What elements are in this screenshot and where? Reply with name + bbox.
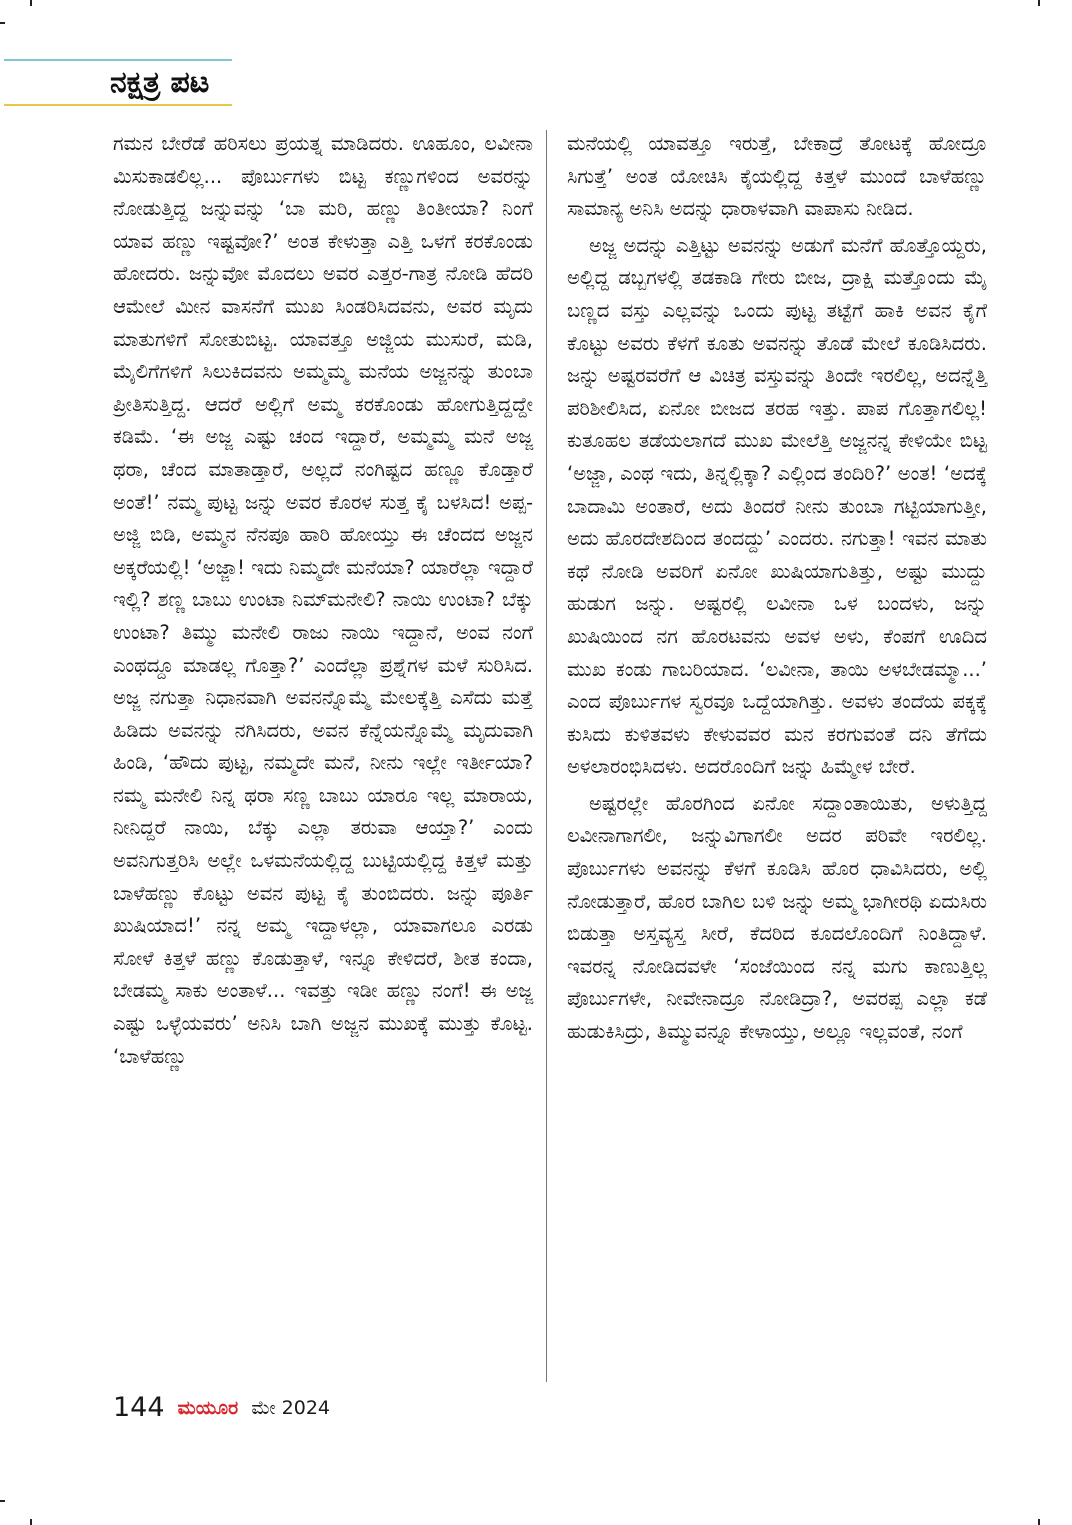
crop-mark-bottom-left	[0, 1500, 5, 1502]
page-number: 144	[113, 1392, 165, 1423]
article-column-left	[113, 128, 533, 1073]
page-footer	[113, 1392, 330, 1426]
section-title: ನಕ್ಷತ್ರ ಪಟ	[110, 65, 210, 100]
paragraph: ಮನೆಯಲ್ಲಿ ಯಾವತ್ತೂ ಇರುತ್ತೆ, ಬೇಕಾದ್ರೆ ತೋಟಕ್ಕೆ ಹೋದ್ರೂ ಸಿಗುತ್ತೆ’ ಅಂತ ಯೋಚಿಸಿ ಕೈಯಲ್ಲಿದ್ದ ಕಿತ್ತಳೆ ಮುಂದೆ ಬಾಳೆಹಣ್ಣು ಸಾಮಾನ್ಯ ಅನಿಸಿ ಅದನ್ನು ಧಾರಾಳವಾಗಿ ವಾಪಾಸು ನೀಡಿದ.	[567, 132, 987, 221]
paragraph: ಅಷ್ಟರಲ್ಲೇ ಹೊರಗಿಂದ ಏನೋ ಸದ್ದಾಂತಾಯಿತು, ಅಳುತ್ತಿದ್ದ ಲವೀನಾಗಾಗಲೀ, ಜನ್ನುವಿಗಾಗಲೀ ಅದರ ಪರಿವೇ ಇರಲಿಲ್ಲ. ಪೊರ್ಬುಗಳು ಅವನನ್ನು ಕೆಳಗೆ ಕೂಡಿಸಿ ಹೊರ ಧಾವಿಸಿದರು, ಅಲ್ಲಿ ನೋಡುತ್ತಾರೆ, ಹೊರ ಬಾಗಿಲ ಬಳಿ ಜನ್ನು ಅಮ್ಮ ಭಾಗೀರಥಿ ಏದುಸಿರು ಬಿಡುತ್ತಾ ಅಸ್ತವ್ಯಸ್ತ ಸೀರೆ, ಕೆದರಿದ ಕೂದಲೊಂದಿಗೆ ನಿಂತಿದ್ದಾಳೆ. ಇವರನ್ನ ನೋಡಿದವಳೇ ‘ಸಂಜೆಯಿಂದ ನನ್ನ ಮಗು ಕಾಣುತ್ತಿಲ್ಲ ಪೊರ್ಬುಗಳೇ, ನೀವೇನಾದ್ರೂ ನೋಡಿದ್ರಾ?, ಅವರಪ್ಪ ಎಲ್ಲಾ ಕಡೆ ಹುಡುಕಿಸಿದ್ರು, ತಿಮ್ಮುವನ್ನೂ ಕೇಳಾಯ್ತು, ಅಲ್ಲೂ ಇಲ್ಲವಂತೆ, ನಂಗೆ	[567, 791, 987, 1044]
header-rule-top	[4, 59, 232, 61]
paragraph: ಗಮನ ಬೇರೆಡೆ ಹರಿಸಲು ಪ್ರಯತ್ನ ಮಾಡಿದರು. ಊಹೂಂ, ಲವೀನಾ ಮಿಸುಕಾಡಲಿಲ್ಲ... ಪೊರ್ಬುಗಳು ಬಿಟ್ಟ ಕಣ್ಣುಗಳಿಂದ ಅವರನ್ನು ನೋಡುತ್ತಿದ್ದ ಜನ್ನುವನ್ನು ‘ಬಾ ಮರಿ, ಹಣ್ಣು ತಿಂತೀಯಾ? ನಿಂಗೆ ಯಾವ ಹಣ್ಣು ಇಷ್ಟವೋ?’ ಅಂತ ಕೇಳುತ್ತಾ ಎತ್ತಿ ಒಳಗೆ ಕರಕೊಂಡು ಹೋದರು. ಜನ್ನುವೋ ಮೊದಲು ಅವರ ಎತ್ತರ-ಗಾತ್ರ ನೋಡಿ ಹೆದರಿ ಆಮೇಲೆ ಮೀನ ವಾಸನೆಗೆ ಮುಖ ಸಿಂಡರಿಸಿದವನು, ಅವರ ಮೃದು ಮಾತುಗಳಿಗೆ ಸೋತುಬಿಟ್ಟ. ಯಾವತ್ತೂ ಅಜ್ಜಿಯ ಮುಸುರೆ, ಮಡಿ, ಮೈಲಿಗೆಗಳಿಗೆ ಸಿಲುಕಿದವನು ಅಮ್ಮಮ್ಮ ಮನೆಯ ಅಜ್ಜನನ್ನು ತುಂಬಾ ಪ್ರೀತಿಸುತ್ತಿದ್ದ. ಆದರೆ ಅಲ್ಲಿಗೆ ಅಮ್ಮ ಕರಕೊಂಡು ಹೋಗುತ್ತಿದ್ದದ್ದೇ ಕಡಿಮೆ. ‘ಈ ಅಜ್ಜ ಎಷ್ಟು ಚಂದ ಇದ್ದಾರೆ, ಅಮ್ಮಮ್ಮ ಮನೆ ಅಜ್ಜ ಥರಾ, ಚೆಂದ ಮಾತಾಡ್ತಾರೆ, ಅಲ್ಲದೆ ನಂಗಿಷ್ಟದ ಹಣ್ಣೂ ಕೊಡ್ತಾರೆ ಅಂತೆ!’ ನಮ್ಮ ಪುಟ್ಟ ಜನ್ನು ಅವರ ಕೊರಳ ಸುತ್ತ ಕೈ ಬಳಸಿದ! ಅಪ್ಪ-ಅಜ್ಜಿ ಬಿಡಿ, ಅಮ್ಮನ ನೆನಪೂ ಹಾರಿ ಹೋಯ್ತು ಈ ಚೆಂದದ ಅಜ್ಜನ ಅಕ್ಕರೆಯಲ್ಲಿ! ‘ಅಜ್ಜಾ! ಇದು ನಿಮ್ಮದೇ ಮನೆಯಾ? ಯಾರೆಲ್ಲಾ ಇದ್ದಾರೆ ಇಲ್ಲಿ? ಶಣ್ಣ ಬಾಬು ಉಂಟಾ ನಿಮ್‍ಮನೇಲಿ? ನಾಯಿ ಉಂಟಾ? ಬೆಕ್ಕು ಉಂಟಾ? ತಿಮ್ಮು ಮನೇಲಿ ರಾಜು ನಾಯಿ ಇದ್ದಾನೆ, ಅಂವ ನಂಗೆ ಎಂಥದ್ದೂ ಮಾಡಲ್ಲ ಗೊತ್ತಾ?’ ಎಂದೆಲ್ಲಾ ಪ್ರಶ್ನೆಗಳ ಮಳೆ ಸುರಿಸಿದ. ಅಜ್ಜ ನಗುತ್ತಾ ನಿಧಾನವಾಗಿ ಅವನನ್ನೊಮ್ಮೆ ಮೇಲಕ್ಕೆತ್ತಿ ಎಸೆದು ಮತ್ತೆ ಹಿಡಿದು ಅವನನ್ನು ನಗಿಸಿದರು, ಅವನ ಕೆನ್ನೆಯನ್ನೊಮ್ಮೆ ಮೃದುವಾಗಿ ಹಿಂಡಿ, ‘ಹೌದು ಪುಟ್ಟ, ನಮ್ಮದೇ ಮನೆ, ನೀನು ಇಲ್ಲೇ ಇರ್ತೀಯಾ? ನಮ್ಮ ಮನೇಲಿ ನಿನ್ನ ಥರಾ ಸಣ್ಣ ಬಾಬು ಯಾರೂ ಇಲ್ಲ ಮಾರಾಯ, ನೀನಿದ್ದರೆ ನಾಯಿ, ಬೆಕ್ಕು ಎಲ್ಲಾ ತರುವಾ ಆಯ್ತಾ?’ ಎಂದು ಅವನಿಗುತ್ತರಿಸಿ ಅಲ್ಲೇ ಒಳಮನೆಯಲ್ಲಿದ್ದ ಬುಟ್ಟಿಯಲ್ಲಿದ್ದ ಕಿತ್ತಳೆ ಮತ್ತು ಬಾಳೆಹಣ್ಣು ಕೊಟ್ಟು ಅವನ ಪುಟ್ಟ ಕೈ ತುಂಬಿದರು. ಜನ್ನು ಪೂರ್ತಿ ಖುಷಿಯಾದ!’ ನನ್ನ ಅಮ್ಮ ಇದ್ದಾಳಲ್ಲಾ, ಯಾವಾಗಲೂ ಎರಡು ಸೋಳೆ ಕಿತ್ತಳೆ ಹಣ್ಣು ಕೊಡುತ್ತಾಳೆ, ಇನ್ನೂ ಕೇಳಿದರೆ, ಶೀತ ಕಂದಾ, ಬೇಡಮ್ಮ ಸಾಕು ಅಂತಾಳೆ... ಇವತ್ತು ಇಡೀ ಹಣ್ಣು ನಂಗೆ! ಈ ಅಜ್ಜ ಎಷ್ಟು ಒಳ್ಳೆಯವರು’ ಅನಿಸಿ ಬಾಗಿ ಅಜ್ಜನ ಮುಖಕ್ಕೆ ಮುತ್ತು ಕೊಟ್ಟ. ‘ಬಾಳೆಹಣ್ಣು	[113, 132, 533, 1068]
crop-mark-bottom-tick-right	[1038, 1519, 1040, 1525]
column-divider	[546, 130, 547, 1382]
header-rule-bottom	[4, 104, 232, 106]
crop-mark-top-tick-right	[1038, 0, 1040, 6]
crop-mark-top-left	[0, 22, 5, 24]
paragraph: ಅಜ್ಜ ಅದನ್ನು ಎತ್ತಿಟ್ಟು ಅವನನ್ನು ಅಡುಗೆ ಮನೆಗೆ ಹೊತ್ತೊಯ್ದರು, ಅಲ್ಲಿದ್ದ ಡಬ್ಬಗಳಲ್ಲಿ ತಡಕಾಡಿ ಗೇರು ಬೀಜ, ದ್ರಾಕ್ಷಿ ಮತ್ತೊಂದು ಮೈ ಬಣ್ಣದ ವಸ್ತು ಎಲ್ಲವನ್ನು ಒಂದು ಪುಟ್ಟ ತಟ್ಟೆಗೆ ಹಾಕಿ ಅವನ ಕೈಗೆ ಕೊಟ್ಟು ಅವರು ಕೆಳಗೆ ಕೂತು ಅವನನ್ನು ತೊಡೆ ಮೇಲೆ ಕೂಡಿಸಿದರು. ಜನ್ನು ಅಷ್ಟರವರೆಗೆ ಆ ವಿಚಿತ್ರ ವಸ್ತುವನ್ನು ತಿಂದೇ ಇರಲಿಲ್ಲ, ಅದನ್ನೆತ್ತಿ ಪರಿಶೀಲಿಸಿದ, ಏನೋ ಬೀಜದ ತರಹ ಇತ್ತು. ಪಾಪ ಗೊತ್ತಾಗಲಿಲ್ಲ! ಕುತೂಹಲ ತಡೆಯಲಾಗದೆ ಮುಖ ಮೇಲೆತ್ತಿ ಅಜ್ಜನನ್ನ ಕೇಳಿಯೇ ಬಿಟ್ಟ ‘ಅಜ್ಜಾ, ಎಂಥ ಇದು, ತಿನ್ನಲ್ಲಿಕ್ಕಾ? ಎಲ್ಲಿಂದ ತಂದಿರಿ?’ ಅಂತ! ‘ಅದಕ್ಕೆ ಬಾದಾಮಿ ಅಂತಾರೆ, ಅದು ತಿಂದರೆ ನೀನು ತುಂಬಾ ಗಟ್ಟಿಯಾಗುತ್ತೀ, ಅದು ಹೊರದೇಶದಿಂದ ತಂದದ್ದು’ ಎಂದರು. ನಗುತ್ತಾ! ಇವನ ಮಾತು ಕಥೆ ನೋಡಿ ಅವರಿಗೆ ಏನೋ ಖುಷಿಯಾಗುತಿತ್ತು, ಅಷ್ಟು ಮುದ್ದು ಹುಡುಗ ಜನ್ನು. ಅಷ್ಟರಲ್ಲಿ ಲವೀನಾ ಒಳ ಬಂದಳು, ಜನ್ನು ಖುಷಿಯಿಂದ ನಗ ಹೊರಟವನು ಅವಳ ಅಳು, ಕೆಂಪಗೆ ಊದಿದ ಮುಖ ಕಂಡು ಗಾಬರಿಯಾದ. ‘ಲವೀನಾ, ತಾಯಿ ಅಳಬೇಡಮ್ಮಾ...’ ಎಂದ ಪೊರ್ಬುಗಳ ಸ್ವರವೂ ಒದ್ದೆಯಾಗಿತ್ತು. ಅವಳು ತಂದೆಯ ಪಕ್ಕಕ್ಕೆ ಕುಸಿದು ಕುಳಿತವಳು ಕೇಳುವವರ ಮನ ಕರಗುವಂತೆ ದನಿ ತೆಗೆದು ಅಳಲಾರಂಭಿಸಿದಳು. ಅದರೊಂದಿಗೆ ಜನ್ನು ಹಿಮ್ಮೇಳ ಬೇರೆ.	[567, 233, 987, 779]
article-column-right	[567, 128, 987, 1049]
magazine-logo: ಮಯೂರ	[177, 1396, 239, 1419]
crop-mark-top-tick-left	[30, 0, 32, 6]
issue-date: ಮೇ 2024	[251, 1396, 331, 1419]
crop-mark-bottom-tick-left	[30, 1519, 32, 1525]
